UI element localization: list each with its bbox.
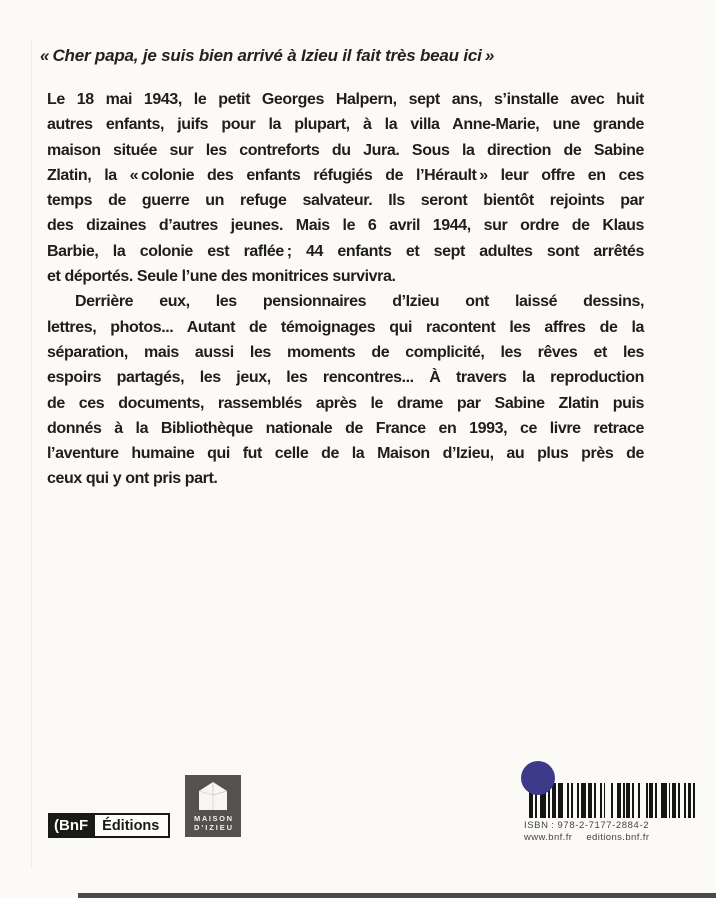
- bnf-logo-mark: (BnF: [50, 815, 95, 836]
- text-line: ceux qui y ont pris part.: [47, 470, 218, 488]
- website-editions: editions.bnf.fr: [586, 832, 650, 843]
- epigraph-quote: « Cher papa, je suis bien arrivé à Izieu il fait très beau ici »: [40, 46, 495, 65]
- paragraph: [47, 289, 644, 491]
- text-line: Le 18 mai 1943, le petit Georges Halpern, sept ans, s’installe avec huit: [47, 91, 644, 108]
- text-line: Derrière eux, les pensionnaires d’Izieu ont laissé dessins,: [75, 293, 644, 311]
- text-line: espoirs partagés, les jeux, les rencontres... À travers la reproduction: [47, 369, 644, 387]
- website-bnf: www.bnf.fr: [524, 832, 573, 843]
- paragraph: [47, 87, 644, 289]
- text-line: autres enfants, juifs pour la plupart, à la villa Anne-Marie, une grande: [47, 116, 644, 134]
- text-line: de ces documents, rassemblés après le drame par Sabine Zlatin puis: [47, 394, 644, 412]
- text-line: Barbie, la colonie est raflée ; 44 enfants et sept adultes sont arrêtés: [47, 242, 644, 260]
- maison-logo-line1: MAISON: [193, 814, 234, 823]
- maison-logo-line2: D’IZIEU: [193, 823, 234, 832]
- house-icon: [197, 781, 229, 811]
- bottom-scan-edge: [78, 893, 716, 898]
- body-text: [47, 87, 644, 492]
- text-line: donnés à la Bibliothèque nationale de France en 1993, ce livre retrace: [47, 419, 644, 437]
- text-line: séparation, mais aussi les moments de complicité, les rêves et les: [47, 343, 644, 361]
- dot-mark: [521, 761, 555, 795]
- bnf-editions-logo: [48, 813, 170, 838]
- website-line: [524, 832, 649, 843]
- text-line: lettres, photos... Autant de témoignages qui racontent les affres de la: [47, 318, 644, 336]
- text-line: et déportés. Seule l’une des monitrices survivra.: [47, 268, 396, 286]
- bnf-editions-label: Éditions: [95, 815, 168, 836]
- text-line: Zlatin, la « colonie des enfants réfugiés de l’Hérault » leur offre en ces: [47, 166, 644, 184]
- text-line: l’aventure humaine qui fut celle de la Maison d’Izieu, au plus près de: [47, 445, 644, 463]
- isbn-text: ISBN : 978-2-7177-2884-2: [524, 820, 650, 831]
- scan-crease-line: [31, 40, 32, 868]
- cover-text-block: [40, 46, 644, 492]
- maison-izieu-logo: [185, 775, 241, 837]
- text-line: des dizaines d’autres jeunes. Mais le 6 avril 1944, sur ordre de Klaus: [47, 217, 644, 235]
- maison-logo-text: [192, 814, 234, 832]
- barcode: [529, 783, 700, 818]
- text-line: maison située sur les contreforts du Jura. Sous la direction de Sabine: [47, 141, 644, 159]
- text-line: temps de guerre un refuge salvateur. Ils seront bientôt rejoints par: [47, 192, 644, 210]
